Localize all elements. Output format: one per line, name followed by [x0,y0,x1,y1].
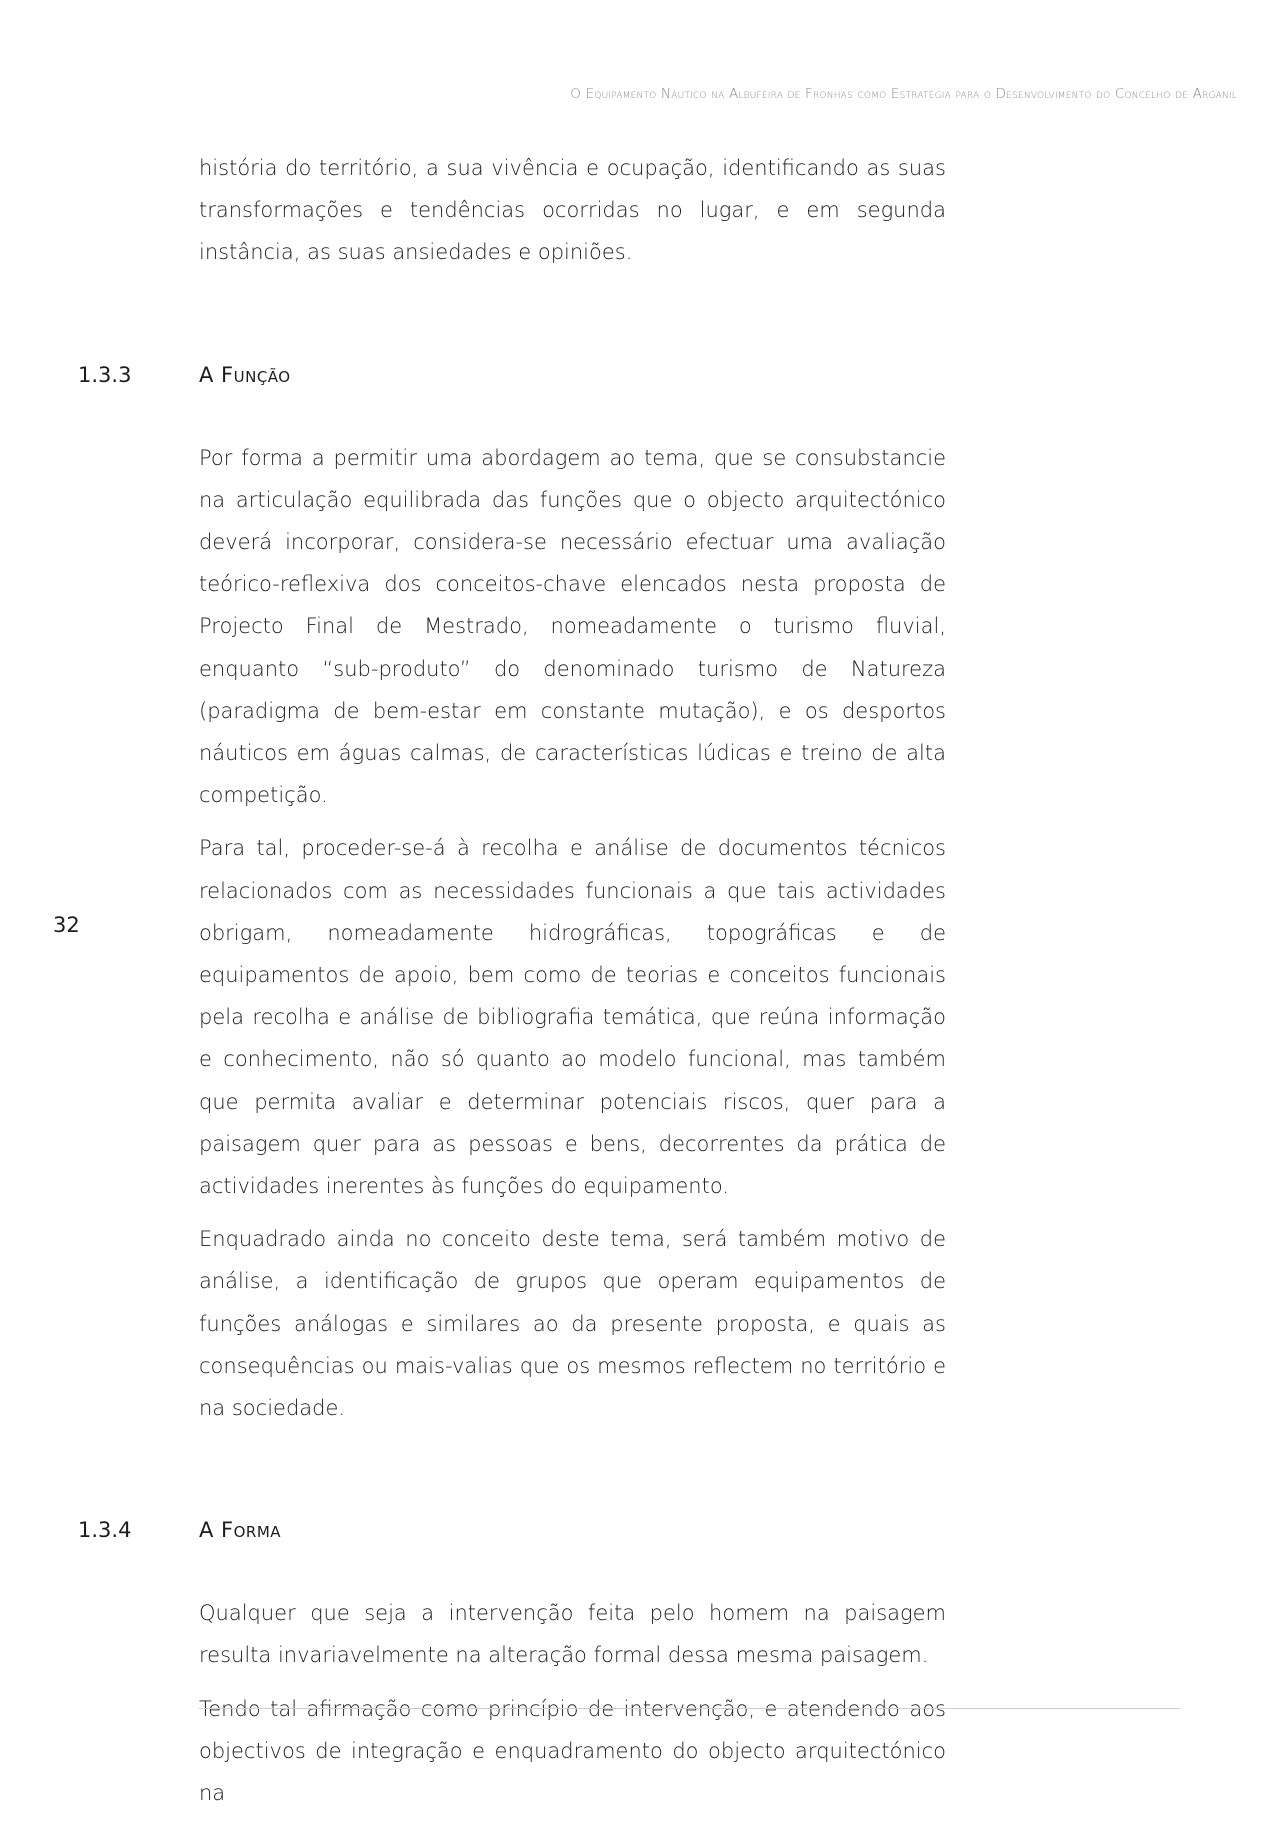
section-number: 1.3.3 [78,362,132,387]
intro-paragraph: história do território, a sua vivência e ocupação, identificando as suas transformações e tendências ocorridas no lugar, e em segunda instância, as suas ansiedades e opiniões. [199,156,946,265]
page-number: 32 [53,913,80,937]
body-paragraph: Tendo tal afirmação como princípio de intervenção, e atendendo aos objectivos de integração e enquadramento do objecto arquitectónico na [199,1696,946,1806]
section-heading-forma [78,1518,946,1548]
section-title: A Forma [199,1518,282,1543]
body-paragraph: Enquadrado ainda no conceito deste tema, será também motivo de análise, a identificação de grupos que operam equipamentos de funções análogas e similares ao da presente proposta, e quais as consequências ou mais-valias que os mesmos reflectem no território e na sociedade. [199,1227,946,1421]
page-body [78,147,946,1825]
running-header: O Equipamento Náutico na Albufeira de Fronhas como Estratégia para o Desenvolvimento do Concelho de Arganil [570,86,1237,102]
body-paragraph: Por forma a permitir uma abordagem ao tema, que se consubstancie na articulação equilibrada das funções que o objecto arquitectónico deverá incorporar, considera-se necessário efectuar uma avaliação teórico-reflexiva dos conceitos-chave elencados nesta proposta de Projecto Final de Mestrado, nomeadamente o turismo fluvial, enquanto “sub-produto” do denominado turismo de Natureza (paradigma de bem-estar em constante mutação), e os desportos náuticos em águas calmas, de características lúdicas e treino de alta competição. [199,445,946,808]
body-paragraph: Qualquer que seja a intervenção feita pelo homem na paisagem resulta invariavelmente na alteração formal dessa mesma paisagem. [199,1601,946,1668]
footer-divider [199,1708,1180,1709]
body-paragraph: Para tal, proceder-se-á à recolha e análise de documentos técnicos relacionados com as necessidades funcionais a que tais actividades obrigam, nomeadamente hidrográficas, topográficas e de equipamentos de apoio, bem como de teorias e conceitos funcionais pela recolha e análise de bibliografia temática, que reúna informação e conhecimento, não só quanto ao modelo funcional, mas também que permita avaliar e determinar potenciais riscos, quer para a paisagem quer para as pessoas e bens, decorrentes da prática de actividades inerentes às funções do equipamento. [199,836,946,1199]
section-heading-funcao [78,362,946,393]
section-title: A Função [199,362,291,387]
section-number: 1.3.4 [78,1518,132,1543]
